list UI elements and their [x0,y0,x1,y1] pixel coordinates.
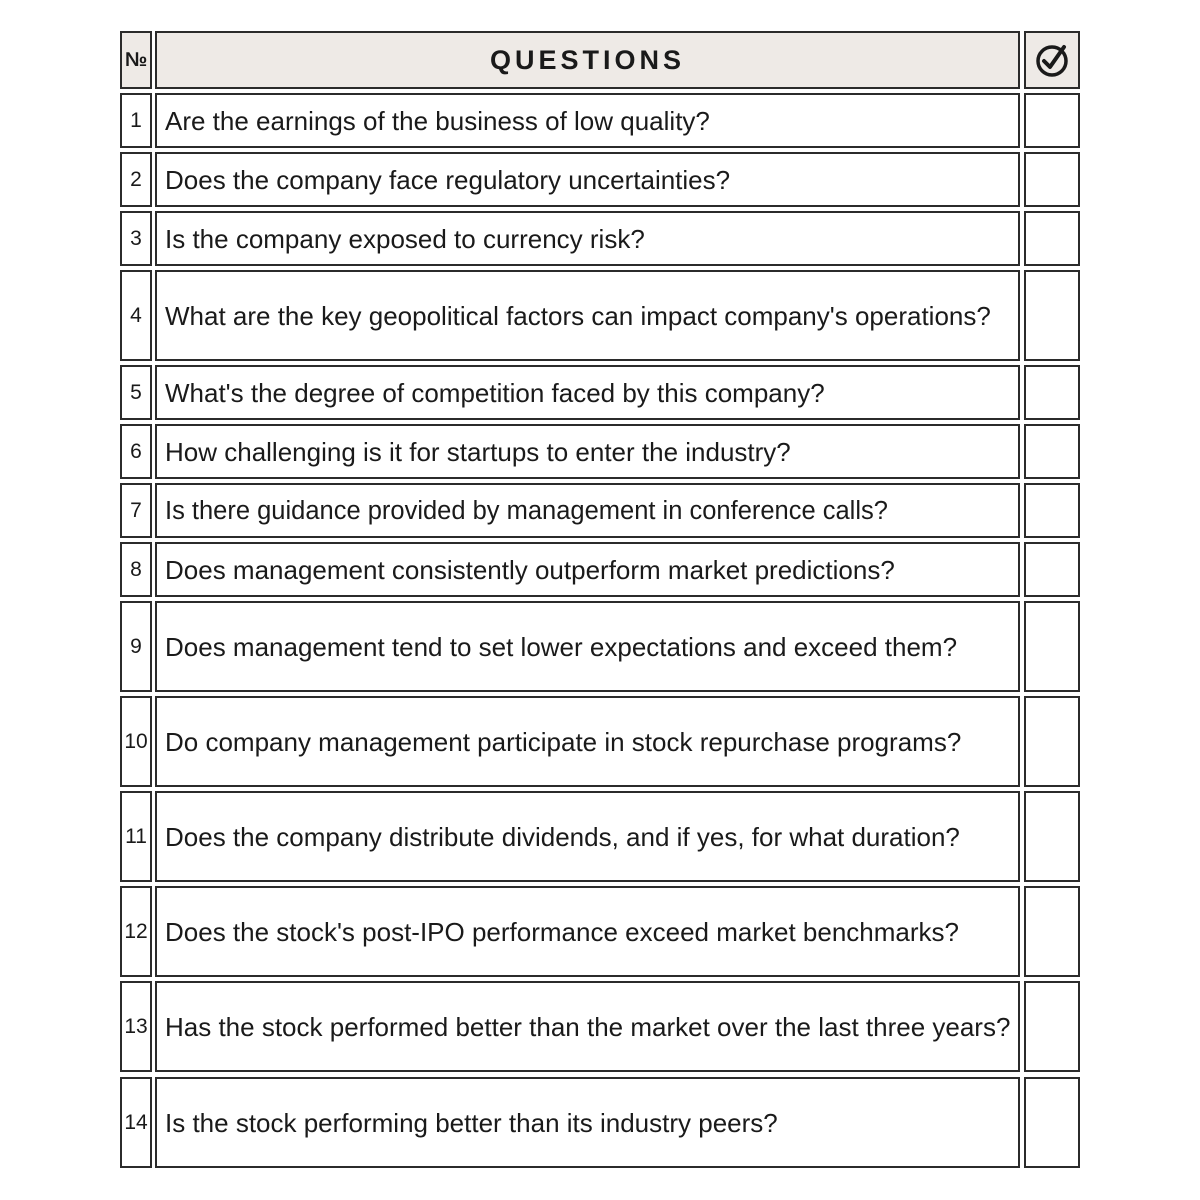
row-number: 11 [120,791,152,882]
question-text: Do company management participate in stock repurchase programs? [165,726,962,757]
checkbox[interactable] [1024,696,1080,787]
question-cell [155,601,1020,692]
question-cell [155,1077,1020,1168]
row-number: 13 [120,981,152,1072]
check-circle-icon [1033,41,1071,79]
row-number: 6 [120,424,152,479]
question-text: Does management tend to set lower expectations and exceed them? [165,631,958,662]
checkbox[interactable] [1024,981,1080,1072]
question-text: Are the earnings of the business of low quality? [165,105,710,136]
questions-column-header [155,31,1020,89]
question-text: Is the stock performing better than its industry peers? [165,1107,778,1138]
row-number: 5 [120,365,152,420]
row-number: 4 [120,270,152,361]
number-column-header [120,31,152,89]
checkbox[interactable] [1024,542,1080,597]
question-cell [155,424,1020,479]
checkbox[interactable] [1024,791,1080,882]
checkbox[interactable] [1024,886,1080,977]
checkbox[interactable] [1024,601,1080,692]
question-text: Has the stock performed better than the market over the last three years? [165,1011,1011,1042]
question-text: Does the stock's post-IPO performance exceed market benchmarks? [165,916,959,947]
checkbox[interactable] [1024,270,1080,361]
row-number: 12 [120,886,152,977]
question-text: How challenging is it for startups to enter the industry? [165,436,791,467]
question-cell [155,152,1020,207]
question-text: Does the company face regulatory uncertainties? [165,164,731,195]
question-cell [155,93,1020,148]
question-text: What's the degree of competition faced by this company? [165,377,825,408]
number-header-label: № [124,48,148,71]
question-cell [155,886,1020,977]
row-number: 3 [120,211,152,266]
row-number: 1 [120,93,152,148]
question-text: Is the company exposed to currency risk? [165,223,645,254]
row-number: 7 [120,483,152,538]
row-number: 14 [120,1077,152,1168]
question-cell [155,483,1020,538]
question-cell [155,211,1020,266]
question-text: Does management consistently outperform market predictions? [165,554,895,585]
row-number: 9 [120,601,152,692]
question-cell [155,542,1020,597]
checkbox[interactable] [1024,424,1080,479]
question-text: What are the key geopolitical factors can impact company's operations? [165,300,991,331]
question-text: Does the company distribute dividends, and if yes, for what duration? [165,821,960,852]
checkbox[interactable] [1024,483,1080,538]
checkbox[interactable] [1024,365,1080,420]
question-cell [155,365,1020,420]
row-number: 2 [120,152,152,207]
row-number: 10 [120,696,152,787]
row-number: 8 [120,542,152,597]
checkbox[interactable] [1024,93,1080,148]
question-cell [155,270,1020,361]
checkbox[interactable] [1024,211,1080,266]
checkbox[interactable] [1024,152,1080,207]
questions-header-label: QUESTIONS [489,44,686,75]
question-cell [155,791,1020,882]
question-text: Is there guidance provided by management in conference calls? [165,496,888,525]
question-cell [155,696,1020,787]
check-column-header [1024,31,1080,89]
checkbox[interactable] [1024,1077,1080,1168]
question-cell [155,981,1020,1072]
